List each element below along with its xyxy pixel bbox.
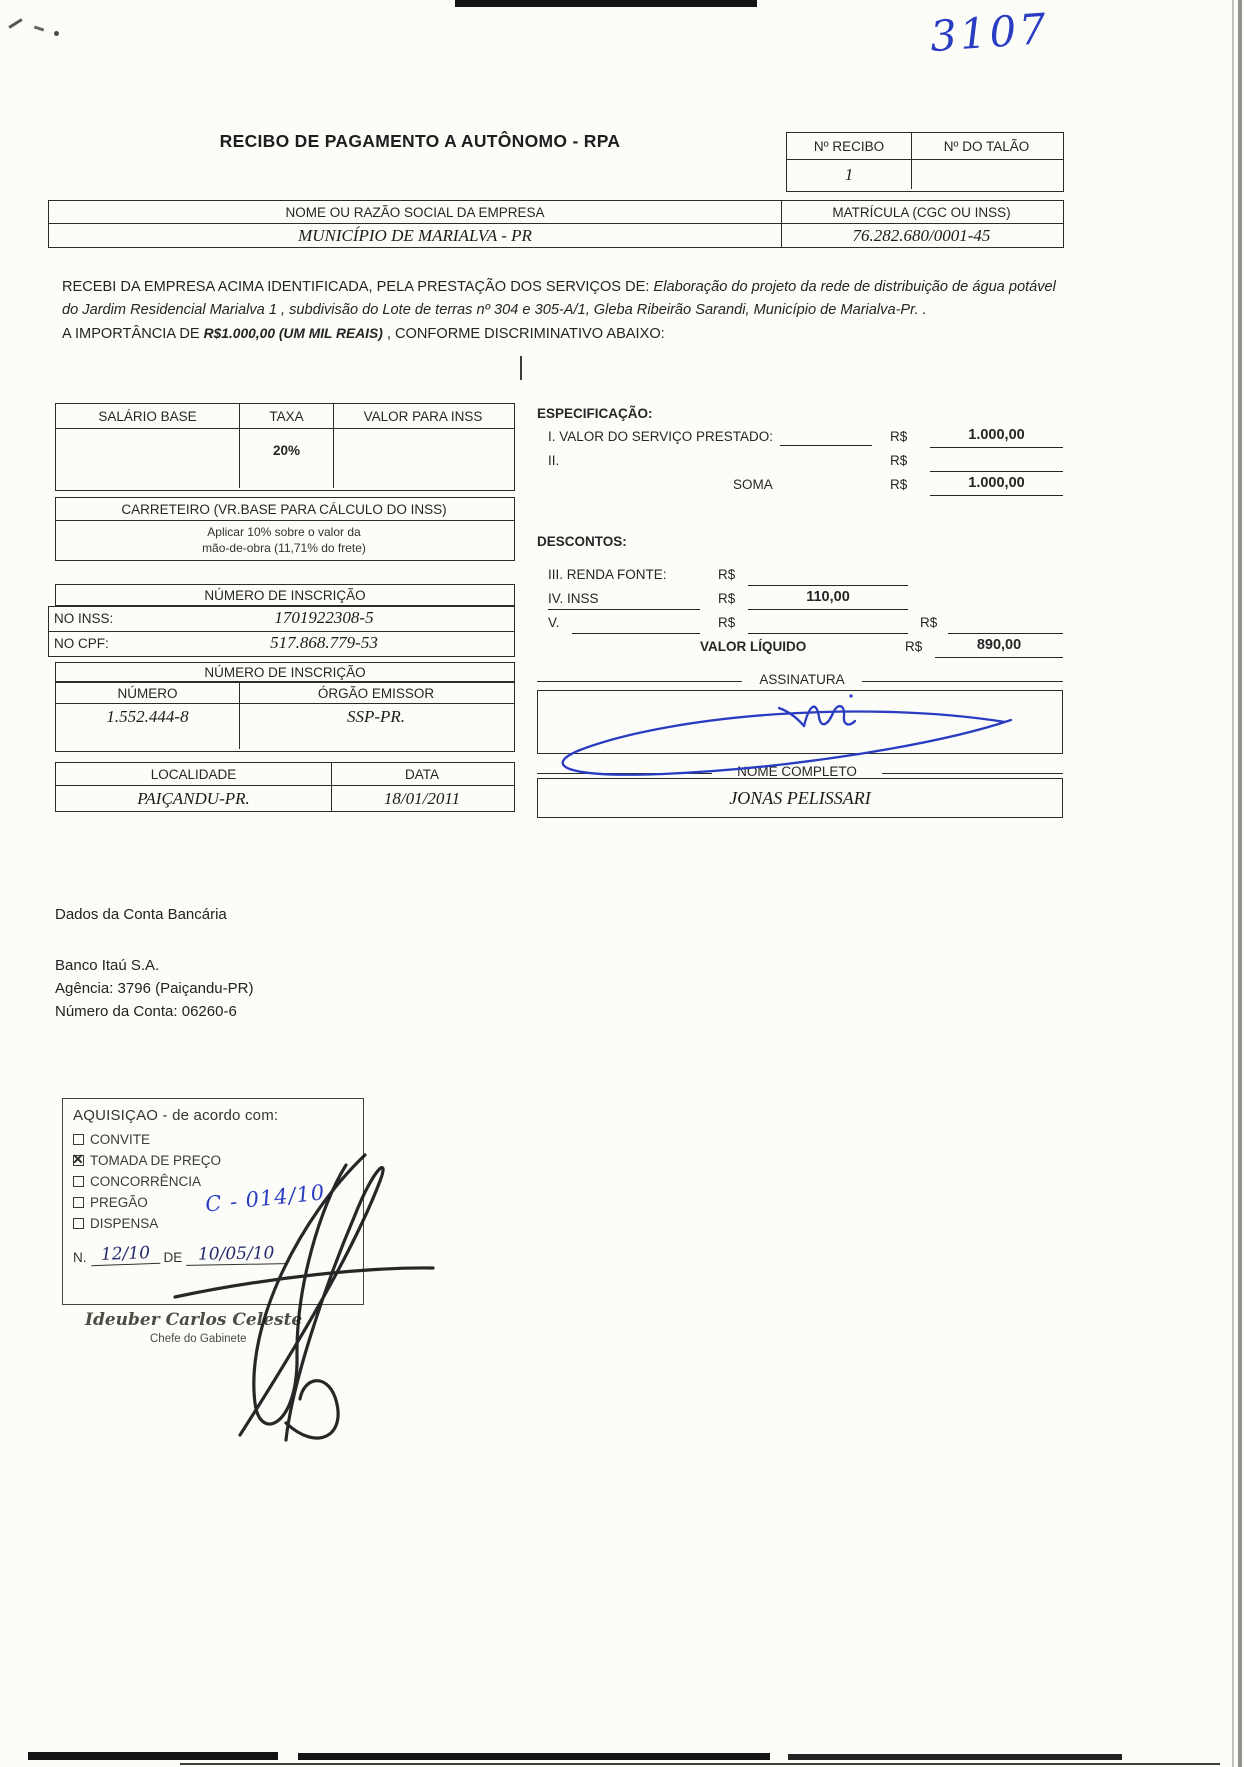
rg-numero-value: 1.552.444-8 [106, 707, 189, 726]
handwritten-page-number: 3107 [928, 3, 1051, 62]
stamp-option-label: DISPENSA [90, 1216, 159, 1231]
scan-artifact-bottom-bar [788, 1754, 1122, 1760]
amount-bold: R$1.000,00 (UM MIL REAIS) [203, 326, 383, 341]
checkbox-icon [73, 1197, 84, 1208]
item1-label: I. VALOR DO SERVIÇO PRESTADO: [548, 429, 774, 444]
handwritten-process-date: 10/05/10 [186, 1243, 287, 1266]
matricula-header: MATRÍCULA (CGC OU INSS) [781, 201, 1061, 223]
valor-liquido-line [935, 657, 1063, 658]
scan-artifact-top-bar [455, 0, 757, 7]
scan-artifact-pen-mark [34, 26, 44, 32]
rg-orgao-header: ÓRGÃO EMISSOR [239, 683, 512, 703]
assinatura-rule-left [537, 681, 742, 682]
item5-currency1: R$ [718, 615, 736, 630]
service-description: Elaboração do projeto da rede de distribuição de água potável do Jardim Residencial Marialva 1 , subdivisão do Lote de terras nº 304 e 305-A/1, Gleba Ribeirão Sarandi, Município de Marialva-Pr. . [62, 279, 1056, 318]
document-title: RECIBO DE PAGAMENTO A AUTÔNOMO - RPA [219, 131, 621, 151]
scan-artifact-pen-dot [54, 31, 59, 36]
checkbox-icon [73, 1134, 84, 1145]
item5-currency2: R$ [920, 615, 938, 630]
item5-fill-line [572, 633, 700, 634]
matricula-value: 76.282.680/0001-45 [781, 224, 1061, 248]
rg-numero-header: NÚMERO [117, 685, 178, 701]
stamp-title: AQUISIÇAO - de acordo com: [73, 1107, 279, 1124]
cpf-number: 517.868.779-53 [270, 633, 378, 652]
bank-name: Banco Itaú S.A. [55, 957, 160, 974]
soma-currency: R$ [890, 477, 908, 492]
inss-value [333, 429, 512, 488]
nome-completo-box [537, 778, 1063, 818]
item4-label: IV. INSS [548, 591, 599, 606]
item2-value-line [930, 471, 1063, 472]
soma-label: SOMA [733, 477, 773, 492]
assinatura-box [537, 690, 1063, 754]
amount-sentence [62, 322, 1064, 346]
item3-currency: R$ [718, 567, 736, 582]
checkbox-icon [73, 1155, 84, 1166]
receipt-number-header: Nº RECIBO [813, 138, 885, 154]
nome-completo-value: JONAS PELISSARI [729, 787, 871, 808]
stamp-number-prefix: N. [73, 1250, 87, 1265]
checkbox-icon [73, 1218, 84, 1229]
item5-label: V. [548, 615, 560, 630]
bank-agency: Agência: 3796 (Paiçandu-PR) [55, 980, 254, 997]
service-description-paragraph [62, 276, 1064, 346]
salary-base-header: SALÁRIO BASE [98, 408, 197, 424]
scan-artifact-pen-mark [8, 18, 22, 28]
inscricao-rg-title-box [55, 662, 515, 682]
carreteiro-note-line1: Aplicar 10% sobre o valor da [207, 524, 361, 539]
inscricao-inss-title: NÚMERO DE INSCRIÇÃO [204, 587, 366, 603]
scan-artifact-right-edge [1238, 0, 1242, 1767]
receipt-number-value: 1 [844, 164, 854, 184]
handwritten-contract-code: C - 014/10. [204, 1179, 334, 1217]
item1-value-line [930, 447, 1063, 448]
item4-value: 110,00 [806, 589, 850, 605]
cpf-label: NO CPF: [54, 636, 109, 651]
localidade-header: LOCALIDADE [150, 766, 237, 782]
stamp-option-label: CONVITE [90, 1132, 151, 1147]
stamp-number-line [73, 1244, 353, 1265]
valor-liquido-value: 890,00 [976, 637, 1022, 653]
item1-value: 1.000,00 [968, 427, 1025, 443]
checkbox-icon [73, 1176, 84, 1187]
scan-artifact-bottom-bar [28, 1752, 278, 1760]
data-header: DATA [331, 763, 512, 785]
tax-value: 20% [239, 429, 333, 488]
rg-orgao-value: SSP-PR. [239, 704, 512, 749]
stamp-option-dispensa [73, 1213, 353, 1234]
company-name-header: NOME OU RAZÃO SOCIAL DA EMPRESA [285, 204, 545, 220]
item4-label-line [548, 609, 700, 610]
carreteiro-note-line2: mão-de-obra (11,71% do frete) [202, 540, 366, 555]
scan-artifact-bottom-line [180, 1763, 1220, 1765]
item3-value-line [748, 585, 908, 586]
item4-value-line [748, 609, 908, 610]
item1-currency: R$ [890, 429, 908, 444]
carreteiro-title: CARRETEIRO (VR.BASE PARA CÁLCULO DO INSS) [121, 501, 447, 517]
item5-value-line1 [748, 633, 908, 634]
bank-account: Número da Conta: 06260-6 [55, 1003, 237, 1020]
company-name-value: MUNICÍPIO DE MARIALVA - PR [298, 226, 532, 245]
localidade-value: PAIÇANDU-PR. [137, 788, 250, 808]
item4-currency: R$ [718, 591, 736, 606]
valor-liquido-label: VALOR LÍQUIDO [700, 639, 807, 654]
inss-value-header: VALOR PARA INSS [333, 404, 512, 428]
bank-section-title: Dados da Conta Bancária [55, 906, 227, 923]
amount-prefix: A IMPORTÂNCIA DE [62, 326, 204, 342]
inscricao-rg-title: NÚMERO DE INSCRIÇÃO [204, 664, 366, 680]
salary-table [55, 403, 515, 491]
especificacao-title: ESPECIFICAÇÃO: [537, 406, 653, 421]
handwritten-process-number: 12/10 [90, 1243, 160, 1266]
item1-fill-line [780, 445, 872, 446]
stamp-option-convite [73, 1129, 353, 1150]
inss-label: NO INSS: [54, 611, 114, 626]
stamp-option-label: CONCORRÊNCIA [90, 1174, 202, 1189]
talao-number-header: Nº DO TALÃO [911, 133, 1061, 159]
stamp-option-label: PREGÃO [90, 1195, 148, 1210]
data-value: 18/01/2011 [331, 786, 512, 811]
nome-rule-left [537, 773, 712, 774]
inscricao-inss-table [48, 606, 515, 657]
company-table [48, 200, 1064, 248]
scan-artifact-right-edge [1232, 0, 1234, 1767]
stamp-de-label: DE [163, 1250, 183, 1265]
stamp-signer-name: Ideuber Carlos Celeste [85, 1310, 303, 1330]
scan-artifact-bottom-bar [298, 1753, 770, 1760]
carreteiro-box [55, 497, 515, 561]
salary-base-value [56, 429, 239, 488]
stamp-option-label: TOMADA DE PREÇO [90, 1153, 222, 1168]
amount-suffix: , CONFORME DISCRIMINATIVO ABAIXO: [382, 326, 665, 342]
inss-number: 1701922308-5 [274, 608, 374, 627]
item5-value-line2 [948, 633, 1063, 634]
localidade-table [55, 762, 515, 812]
assinatura-label: ASSINATURA [759, 672, 845, 687]
receipt-number-table [786, 132, 1064, 192]
inscricao-inss-title-box [55, 584, 515, 606]
item3-label: III. RENDA FONTE: [548, 567, 667, 582]
stamp-option-tomada-de-preco [73, 1150, 353, 1171]
nome-completo-label: NOME COMPLETO [737, 764, 857, 779]
tax-header: TAXA [239, 404, 333, 428]
soma-value-line [930, 495, 1063, 496]
item2-label: II. [548, 453, 560, 468]
stamp-signer-title: Chefe do Gabinete [150, 1333, 247, 1345]
soma-value: 1.000,00 [968, 475, 1025, 491]
descontos-title: DESCONTOS: [537, 534, 627, 549]
talao-number-value [911, 160, 1061, 189]
valor-liquido-currency: R$ [905, 639, 923, 654]
intro-prefix: RECEBI DA EMPRESA ACIMA IDENTIFICADA, PELA PRESTAÇÃO DOS SERVIÇOS DE: [62, 279, 654, 295]
scan-artifact-tick [520, 356, 522, 380]
nome-rule-right [882, 773, 1063, 774]
inscricao-rg-table [55, 682, 515, 752]
item2-currency: R$ [890, 453, 908, 468]
assinatura-rule-right [862, 681, 1063, 682]
